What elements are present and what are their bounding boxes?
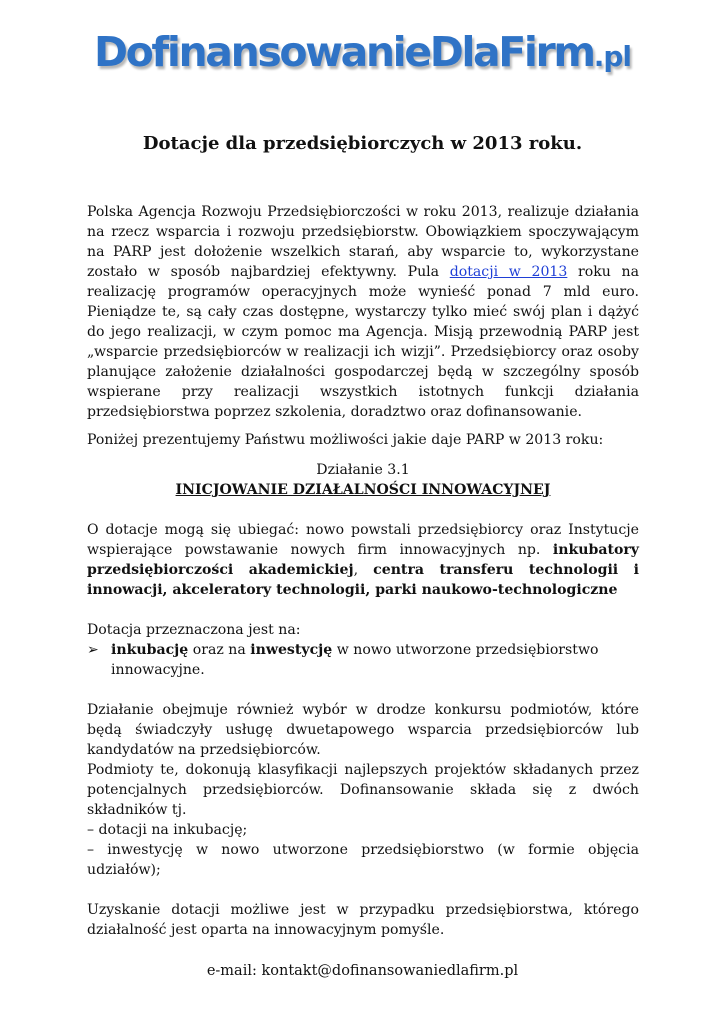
action-label: Działanie 3.1 — [316, 462, 410, 478]
component-item: – dotacji na inkubację; — [87, 822, 248, 838]
grants-2013-link[interactable]: dotacji w 2013 — [449, 264, 568, 280]
grant-purpose-item: ➢ inkubację oraz na inwestycję w nowo utworzone przedsiębiorstwo innowacyjne. — [87, 642, 599, 678]
site-logo — [0, 28, 725, 76]
presentation-paragraph: Poniżej prezentujemy Państwu możliwości jakie daje PARP w 2013 roku: — [87, 432, 604, 448]
logo-wordmark: DofinansowanieDlaFirm.pl — [94, 28, 631, 76]
intro-paragraph: Polska Agencja Rozwoju Przedsiębiorczości w roku 2013, realizuje działania na rzecz wsparcia i rozwoju przedsiębiorstw. Obowiązkiem spoczywającym na PARP jest dołożenie wszelkich starań, aby wsparcie to, wykorzystane zostało w sposób najbardziej efektywny. Pula dotacji w 2013 roku na realizację programów operacyjnych może wynieść ponad 7 mld euro. Pieniądze te, są cały czas dostępne, wystarczy tylko mieć swój plan i dążyć do jego realizacji, w czym pomoc ma Agencja. Misją przewodnią PARP jest „wsparcie przedsiębiorców w realizacji ich wizji”. Przedsiębiorcy oraz osoby planujące założenie działalności gospodarczej będą w szczególny sposób wspierane przy realizacji wszystkich istotnych funkcji działania przedsiębiorstwa poprzez szkolenia, doradztwo oraz dofinansowanie. — [87, 204, 639, 420]
document-body — [87, 202, 639, 940]
arrow-bullet-icon: ➢ — [87, 642, 99, 658]
footer-email: e-mail: kontakt@dofinansowaniedlafirm.pl — [206, 963, 519, 979]
page-title: Dotacje dla przedsiębiorczych w 2013 roku. — [142, 133, 583, 154]
eligibility-paragraph: O dotacje mogą się ubiegać: nowo powstali przedsiębiorcy oraz Instytucje wspierające powstawanie nowych firm innowacyjnych np. inkubatory przedsiębiorczości akademickiej, centra transferu technologii i innowacji, akceleratory technologii, parki naukowo-technologiczne — [87, 522, 639, 598]
selection-paragraph: Działanie obejmuje również wybór w drodze konkursu podmiotów, które będą świadczyły usługę dwuetapowego wsparcia przedsiębiorców lub kandydatów na przedsiębiorców. — [87, 702, 639, 758]
action-heading: INICJOWANIE DZIAŁALNOŚCI INNOWACYJNEJ — [175, 482, 551, 498]
component-item: – inwestycję w nowo utworzone przedsiębiorstwo (w formie objęcia udziałów); — [87, 842, 639, 878]
classification-paragraph: Podmioty te, dokonują klasyfikacji najlepszych projektów składanych przez potencjalnych przedsiębiorców. Dofinansowanie składa się z dwóch składników tj. — [87, 762, 639, 818]
grant-purpose-label: Dotacja przeznaczona jest na: — [87, 622, 301, 638]
closing-paragraph: Uzyskanie dotacji możliwe jest w przypadku przedsiębiorstwa, którego działalność jest oparta na innowacyjnym pomyśle. — [87, 902, 639, 938]
